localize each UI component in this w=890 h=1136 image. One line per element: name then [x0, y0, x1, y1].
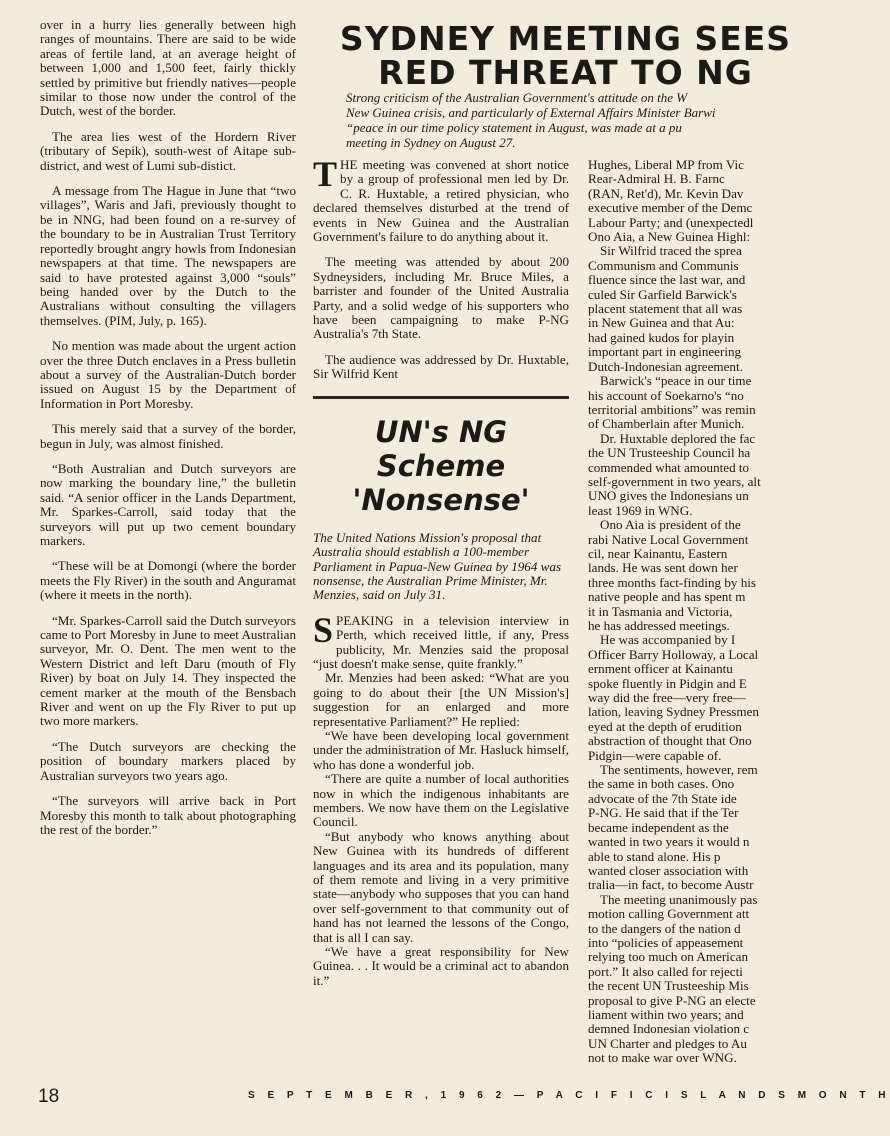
column-line: Ono Aia, a New Guinea Highl:	[588, 229, 751, 245]
paragraph: This merely said that a survey of the border, begun in July, was almost finished.	[40, 421, 296, 451]
paragraph: “Both Australian and Dutch surveyors are now marking the boundary line,” the bulletin said. “A senior officer in the Lands Department, Mr. Sparkes-Carroll, said today that the surveyors will put up two cement boundary markers.	[40, 460, 296, 548]
column-line: UNO gives the Indonesians un	[588, 488, 749, 504]
sidebar-body	[313, 609, 570, 989]
column-line: Hughes, Liberal MP from Vic	[588, 157, 744, 172]
column-line: demned Indonesian violation c	[588, 1021, 750, 1037]
page-number: 18	[38, 1086, 60, 1107]
column-line: UN Charter and pledges to Au	[588, 1035, 747, 1051]
column-line: way did the free—very free—	[588, 690, 746, 706]
column-line: Dutch-Indonesian agreement.	[588, 358, 743, 374]
paragraph: No mention was made about the urgent action over the three Dutch enclaves in a Press bulletin about a survey of the Australian-Dutch border issued on August 15 by the Department of Information in Port Moresby.	[40, 338, 296, 411]
paragraph-text: PEAKING in a television interview in Perth, which received little, if any, Press publicity, Mr. Menzies said the proposal “just doesn't make sense, quite frankly.”	[313, 612, 569, 671]
section-divider	[313, 396, 569, 399]
opening-text: HE meeting was convened at short notice by a group of professional men led by Dr. C. R. Huxtable, a retired physician, who declared themselves disturbed at the trend of events in New Guinea and the Australian Government's failure to do anything about it.	[313, 157, 569, 245]
left-column	[40, 18, 296, 848]
column-line: spoke fluently in Pidgin and E	[588, 675, 747, 691]
sidebar-lead: The United Nations Mission's proposal that Australia should establish a 100-member Parliament in Papua-New Guinea by 1964 was nonsense, the Australian Prime Minister, Mr. Menzies, said on July 31.	[313, 529, 562, 603]
column-line: (RAN, Ret'd), Mr. Kevin Dav	[588, 185, 744, 201]
paragraph: “Mr. Sparkes-Carroll said the Dutch surveyors came to Port Moresby in June to meet Australian surveyor, Mr. O. Dent. The men went to the Western District and left Daru (mouth of Fly River) by boat on July 14. They inspected the cement marker at the mouth of the Bensbach River and went on up the Fly River to put up two more markers.	[40, 612, 297, 729]
column-line: Officer Barry Holloway, a Local	[588, 646, 759, 662]
column-line: became independent as the	[588, 819, 729, 835]
column-line: in New Guinea and that Au:	[588, 315, 735, 331]
column-line: lands. He was sent down her	[588, 560, 738, 576]
paragraph: The audience was addressed by Dr. Huxtable, Sir Wilfrid Kent	[313, 351, 569, 382]
article-headline	[330, 19, 801, 92]
column-line: placent statement that all was	[588, 301, 743, 317]
paragraph: “But anybody who knows anything about New Guinea with its hundreds of different languages and its area and its population, many of them remote and living in a very primitive state—anybody who supposes that you can hand over self-government to that community out of hand has not learned the lessons of the Congo, that is all I can say.	[313, 828, 569, 945]
column-line: Dr. Huxtable deplored the fac	[600, 430, 756, 446]
column-line: lation, leaving Sydney Pressmen	[588, 704, 759, 720]
paragraph: over in a hurry lies generally between high ranges of mountains. There are said to be wide areas of fertile land, at an average height of between 1,000 and 1,500 feet, fairly thickly settled by primitive but friendly natives—people similar to those now under the control of the Dutch, west of the border.	[40, 17, 296, 119]
column-line: the same in both cases. Ono	[588, 776, 735, 792]
column-line: rabi Native Local Government	[588, 531, 749, 547]
sidebar-headline	[313, 415, 569, 517]
deck-line: meeting in Sydney on August 27.	[346, 135, 516, 150]
middle-column	[313, 154, 570, 988]
right-column	[588, 157, 801, 1066]
column-line: The sentiments, however, rem	[600, 762, 758, 778]
column-line: advocate of the 7th State ide	[588, 790, 737, 806]
column-line: least 1969 in WNG.	[588, 502, 693, 518]
column-line: liament within two years; and	[588, 1006, 744, 1022]
column-line: Communism and Communis	[588, 257, 739, 273]
paragraph: “The Dutch surveyors are checking the position of boundary markers placed by Australian surveyors two years ago.	[40, 738, 296, 783]
column-line: tralia—in fact, to become Austr	[588, 877, 754, 893]
column-line: had gained kudos for playin	[588, 329, 735, 345]
sidebar-headline-line-2: 'Nonsense'	[352, 482, 530, 517]
column-line: Ono Aia is president of the	[600, 517, 741, 533]
drop-cap: T	[313, 154, 338, 194]
paragraph: “We have a great responsibility for New Guinea. . . It would be a criminal act to abandon it.”	[313, 944, 569, 988]
column-line: not to make war over WNG.	[588, 1050, 737, 1066]
column-line: to the dangers of the nation d	[588, 920, 741, 936]
column-line: ernment officer at Kainantu	[588, 661, 733, 677]
column-line: Labour Party; and (unexpectedl	[588, 214, 754, 230]
paragraph: “The surveyors will arrive back in Port Moresby this month to talk about photographing the rest of the border.”	[40, 793, 296, 837]
column-line: into “policies of appeasement	[588, 934, 744, 950]
column-line: of Chamberlain after Munich.	[588, 416, 745, 432]
deck-line: “peace in our time policy statement in August, was made at a pu	[346, 120, 682, 135]
column-line: Pidgin—were capable of.	[588, 747, 722, 763]
column-line: self-government in two years, alt	[588, 473, 761, 489]
column-line: The meeting unanimously pas	[600, 891, 758, 907]
column-line: Barwick's “peace in our time	[600, 373, 752, 389]
column-line: executive member of the Demc	[588, 200, 753, 216]
paragraph: “We have been developing local government under the administration of Mr. Hasluck himself, who has done a wonderful job.	[313, 727, 570, 772]
deck-line: Strong criticism of the Australian Government's attitude on the W	[346, 90, 688, 105]
column-line: the UN Trusteeship Council ha	[588, 445, 751, 461]
column-line: He was accompanied by I	[600, 632, 736, 648]
column-line: abstraction of thought that Ono	[588, 733, 752, 749]
paragraph: “There are quite a number of local authorities now in which the indigenous inhabitants are members. We now have them on the Legislative Council.	[313, 771, 569, 830]
column-line: culed Sir Garfield Barwick's	[588, 286, 737, 302]
article-deck	[346, 90, 801, 150]
column-line: port.” It also called for rejecti	[588, 963, 743, 979]
paragraph	[313, 609, 569, 672]
column-line: his account of Soekarno's “no	[588, 387, 744, 403]
paragraph: “These will be at Domongi (where the border meets the Fly River) in the south and Anguramat (where it meets in the north).	[40, 558, 296, 603]
deck-line: New Guinea crisis, and particularly of External Affairs Minister Barwi	[346, 105, 716, 120]
column-line: native people and has spent m	[588, 589, 746, 605]
paragraph: A message from The Hague in June that “two villages”, Waris and Jafi, previously thought to be in NNG, had been found on a re-survey of the boundary to be in Australian Trust Territory reportedly brought angry howls from Indonesian newspapers at that time. The newspapers are said to have protested against 3,000 “souls” being handed over by the Dutch to the Australians without consulting the villagers themselves. (PIM, July, p. 165).	[40, 183, 296, 328]
column-line: three months fact-finding by his	[588, 574, 757, 590]
column-line: wanted in two years it would n	[588, 834, 750, 850]
column-line: fluence since the last war, and	[588, 272, 746, 288]
column-line: relying too much on American	[588, 949, 748, 965]
headline-line-1: SYDNEY MEETING SEES	[339, 19, 792, 58]
column-line: it in Tasmania and Victoria,	[588, 603, 733, 619]
headline-line-2: RED THREAT TO NG	[378, 53, 753, 92]
column-line: commended what amounted to	[588, 459, 750, 475]
page-footer	[0, 1084, 890, 1114]
paragraph: The meeting was attended by about 200 Sydneysiders, including Mr. Bruce Miles, a barrister and founder of the United Australia Party, and a solid wedge of his supporters who have been campaigning to make P-NG Australia's 7th State.	[313, 254, 569, 342]
column-line: cil, near Kainantu, Eastern	[588, 545, 728, 561]
column-line: wanted closer association with	[588, 862, 749, 878]
column-line: P-NG. He said that if the Ter	[588, 805, 739, 821]
column-line: territorial ambitions” was remin	[588, 401, 756, 417]
column-line: Rear-Admiral H. B. Farnc	[588, 171, 725, 187]
column-line: motion calling Government att	[588, 906, 750, 922]
paragraph: The area lies west of the Hordern River (tributary of Sepik), south-west of Aitape sub-district, and west of Lumi sub-distict.	[40, 128, 296, 173]
column-line: the recent UN Trusteeship Mis	[588, 978, 749, 994]
column-line: important part in engineering	[588, 344, 742, 360]
sidebar-headline-line-1: UN's NG Scheme	[374, 414, 508, 483]
column-line: eyed at the depth of erudition	[588, 718, 742, 734]
opening-paragraph	[313, 154, 569, 245]
column-line: Sir Wilfrid traced the sprea	[600, 243, 742, 259]
column-line: able to stand alone. His p	[588, 848, 721, 864]
running-head: S E P T E M B E R , 1 9 6 2 — P A C I F I C I S L A N D S M O N T H	[248, 1090, 890, 1101]
column-line: proposal to give P-NG an electe	[588, 992, 756, 1008]
paragraph: Mr. Menzies had been asked: “What are you going to do about their [the UN Mission's] suggestion for an enlarged and more representative Parliament?” He replied:	[313, 670, 569, 729]
drop-cap: S	[313, 609, 334, 650]
column-line: he has addressed meetings.	[588, 618, 730, 633]
